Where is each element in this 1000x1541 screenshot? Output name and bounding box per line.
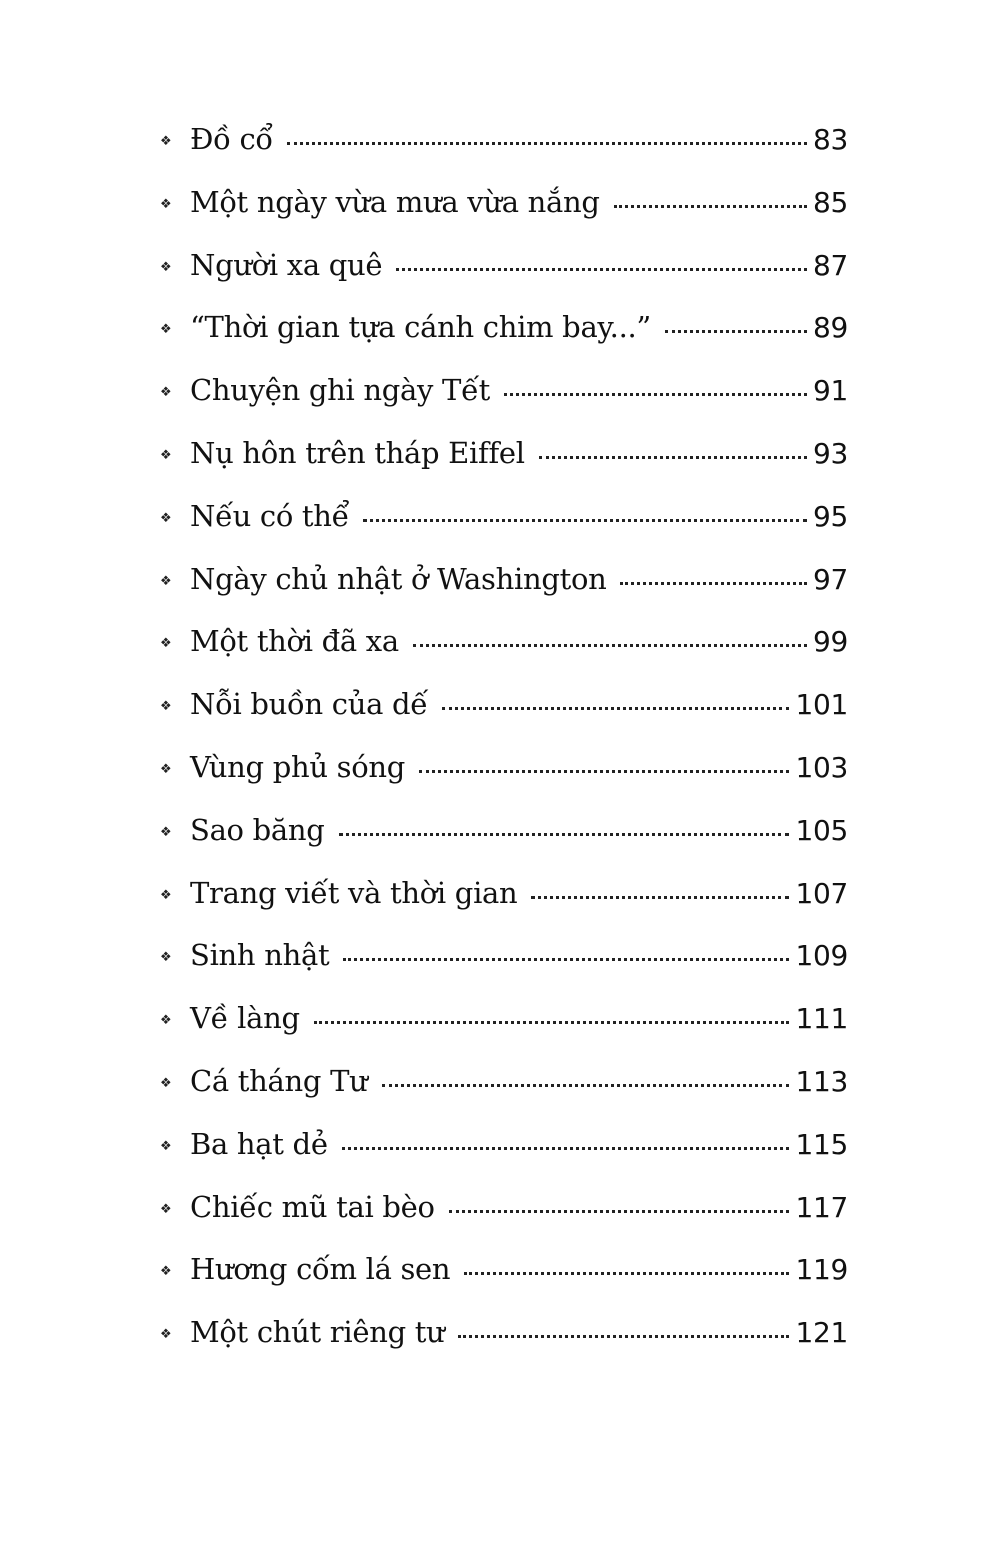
toc-entry-title: Về làng	[190, 1001, 300, 1036]
toc-entry-title: Một ngày vừa mưa vừa nắng	[190, 184, 600, 219]
toc-entry-page-number: 103	[795, 750, 848, 784]
diamond-bullet-icon: ❖	[160, 259, 172, 275]
dot-leader	[343, 958, 789, 961]
toc-entry-page-number: 117	[795, 1190, 848, 1224]
toc-entry-page-number: 109	[795, 939, 848, 973]
dot-leader	[342, 1147, 790, 1150]
diamond-bullet-icon: ❖	[160, 447, 172, 463]
diamond-bullet-icon: ❖	[160, 1327, 172, 1343]
toc-entry-page-number: 119	[795, 1253, 848, 1287]
dot-leader	[413, 644, 807, 647]
toc-entry-page-number: 101	[795, 688, 848, 722]
toc-entry-page-number: 91	[812, 374, 848, 408]
toc-entry-title: “Thời gian tựa cánh chim bay...”	[190, 310, 651, 345]
toc-entry[interactable]	[160, 1001, 848, 1064]
toc-entry-title: Đồ cổ	[190, 122, 273, 156]
toc-entry-title: Sao băng	[190, 812, 325, 847]
toc-entry-page-number: 111	[795, 1002, 848, 1036]
diamond-bullet-icon: ❖	[160, 1138, 172, 1154]
toc-entry[interactable]	[160, 750, 848, 813]
diamond-bullet-icon: ❖	[160, 322, 172, 338]
dot-leader	[539, 456, 807, 459]
diamond-bullet-icon: ❖	[160, 385, 172, 401]
diamond-bullet-icon: ❖	[160, 196, 172, 212]
toc-entry[interactable]	[160, 373, 848, 436]
toc-entry-title: Vùng phủ sóng	[190, 749, 406, 784]
toc-entry-title: Chiếc mũ tai bèo	[190, 1189, 435, 1224]
dot-leader	[419, 770, 789, 773]
toc-entry-title: Ba hạt dẻ	[190, 1126, 328, 1161]
dot-leader	[620, 582, 806, 585]
toc-entry-page-number: 85	[812, 185, 848, 219]
diamond-bullet-icon: ❖	[160, 887, 172, 903]
toc-entry[interactable]	[160, 562, 848, 625]
toc-entry-page-number: 105	[795, 813, 848, 847]
toc-entry-title: Người xa quê	[190, 247, 383, 282]
toc-entry[interactable]	[160, 499, 848, 562]
toc-entry-title: Sinh nhật	[190, 938, 330, 973]
diamond-bullet-icon: ❖	[160, 510, 172, 526]
toc-entry-title: Nỗi buồn của dế	[190, 687, 428, 722]
dot-leader	[287, 142, 807, 145]
toc-entry[interactable]	[160, 1190, 848, 1253]
toc-entry[interactable]	[160, 1127, 848, 1190]
toc-entry-page-number: 93	[812, 436, 848, 470]
diamond-bullet-icon: ❖	[160, 761, 172, 777]
toc-entry[interactable]	[160, 813, 848, 876]
toc-entry-title: Trang viết và thời gian	[190, 875, 518, 910]
diamond-bullet-icon: ❖	[160, 950, 172, 966]
dot-leader	[442, 707, 790, 710]
dot-leader	[458, 1335, 789, 1338]
toc-entry-page-number: 83	[812, 123, 848, 156]
toc-entry-page-number: 89	[812, 311, 848, 345]
toc-entry-title: Cá tháng Tư	[190, 1063, 368, 1098]
toc-entry-page-number: 107	[795, 876, 848, 910]
dot-leader	[339, 833, 790, 836]
toc-entry-title: Ngày chủ nhật ở Washington	[190, 561, 607, 596]
toc-entry-title: Một chút riêng tư	[190, 1315, 445, 1350]
dot-leader	[363, 519, 807, 522]
toc-entry-title: Một thời đã xa	[190, 624, 399, 659]
toc-entry-title: Nếu có thể	[190, 498, 350, 533]
toc-entry[interactable]	[160, 624, 848, 687]
toc-entry-title: Hương cốm lá sen	[190, 1252, 451, 1287]
toc-entry[interactable]	[160, 185, 848, 248]
toc-entry[interactable]	[160, 938, 848, 1001]
toc-entry-title: Chuyện ghi ngày Tết	[190, 373, 490, 408]
toc-entry[interactable]	[160, 687, 848, 750]
toc-entry-page-number: 113	[795, 1064, 848, 1098]
diamond-bullet-icon: ❖	[160, 1264, 172, 1280]
toc-entry[interactable]	[160, 876, 848, 939]
dot-leader	[665, 330, 807, 333]
toc-entry-page-number: 97	[812, 562, 848, 596]
dot-leader	[449, 1210, 790, 1213]
toc-entry-page-number: 87	[812, 248, 848, 282]
diamond-bullet-icon: ❖	[160, 573, 172, 589]
dot-leader	[614, 205, 807, 208]
diamond-bullet-icon: ❖	[160, 134, 172, 149]
toc-entry[interactable]	[160, 436, 848, 499]
diamond-bullet-icon: ❖	[160, 699, 172, 715]
dot-leader	[504, 393, 807, 396]
diamond-bullet-icon: ❖	[160, 1013, 172, 1029]
toc-entry[interactable]	[160, 1064, 848, 1127]
diamond-bullet-icon: ❖	[160, 1075, 172, 1091]
table-of-contents	[160, 122, 848, 1378]
toc-entry[interactable]	[160, 1315, 848, 1378]
toc-entry-page-number: 95	[812, 499, 848, 533]
toc-entry-page-number: 121	[795, 1316, 848, 1350]
dot-leader	[314, 1021, 790, 1024]
diamond-bullet-icon: ❖	[160, 1201, 172, 1217]
diamond-bullet-icon: ❖	[160, 636, 172, 652]
diamond-bullet-icon: ❖	[160, 824, 172, 840]
dot-leader	[531, 896, 789, 899]
toc-entry[interactable]	[160, 122, 848, 185]
toc-entry[interactable]	[160, 248, 848, 311]
toc-entry-page-number: 115	[795, 1127, 848, 1161]
dot-leader	[382, 1084, 790, 1087]
toc-entry-page-number: 99	[812, 625, 848, 659]
dot-leader	[464, 1272, 789, 1275]
dot-leader	[396, 268, 807, 271]
toc-entry[interactable]	[160, 310, 848, 373]
toc-entry[interactable]	[160, 1252, 848, 1315]
toc-entry-title: Nụ hôn trên tháp Eiffel	[190, 435, 525, 470]
